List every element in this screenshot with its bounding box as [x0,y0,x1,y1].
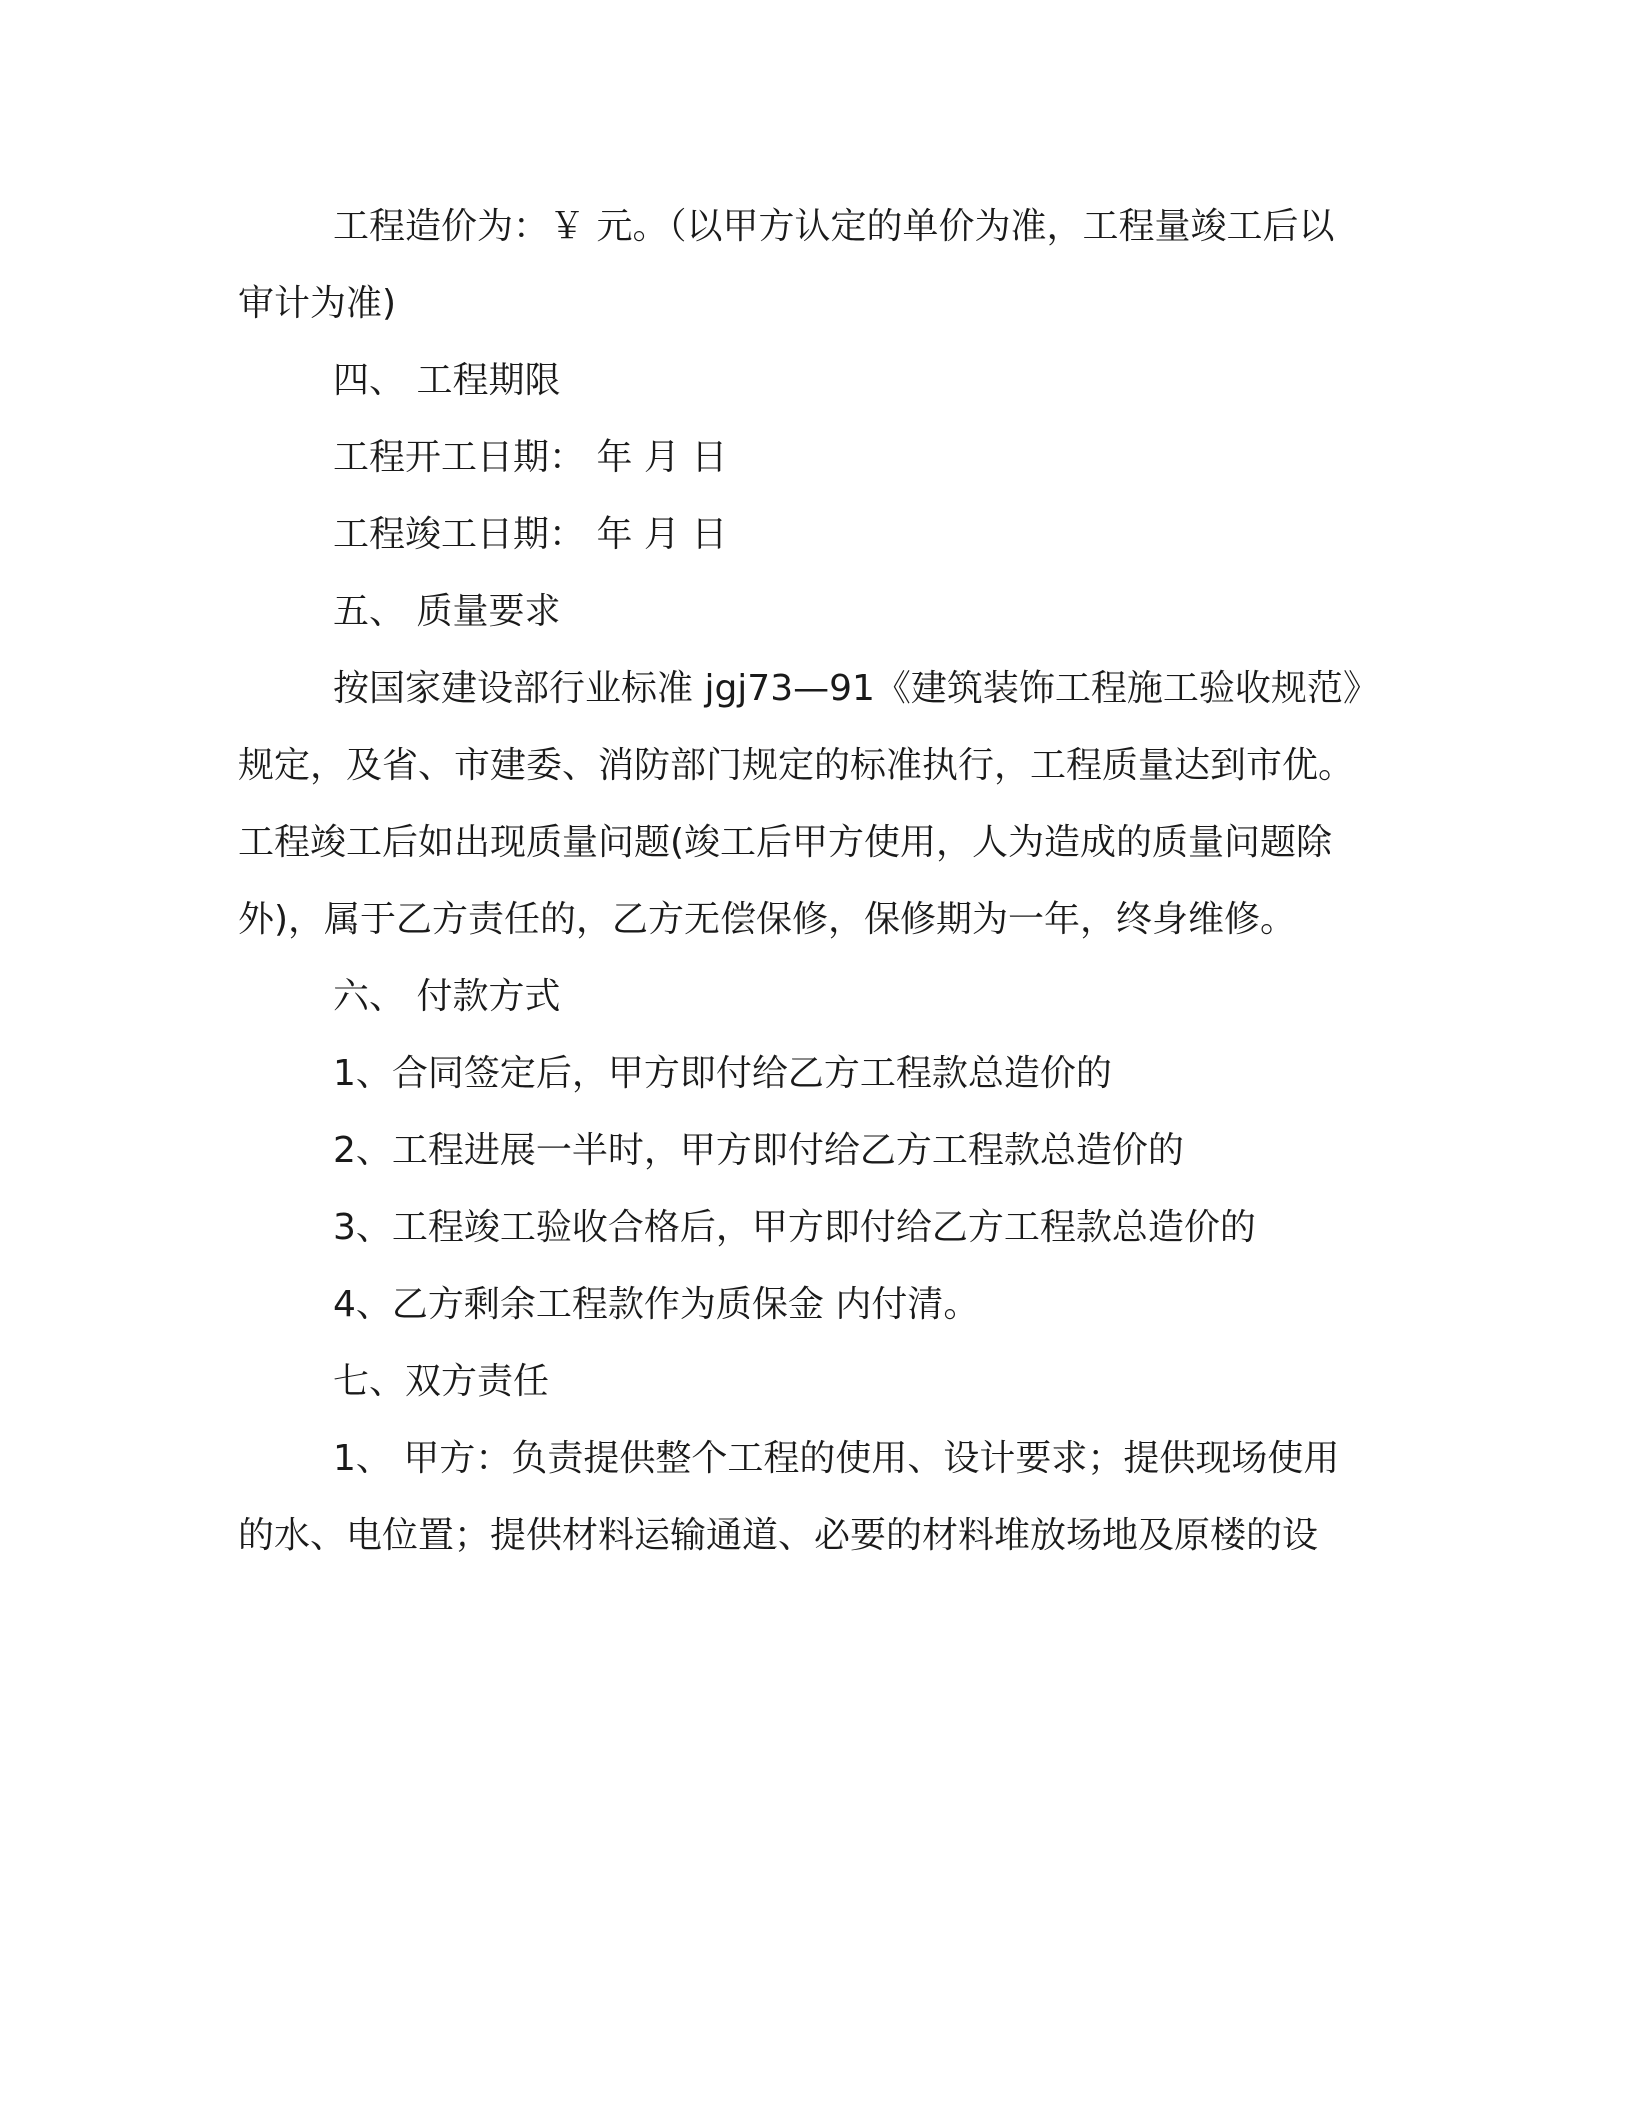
paragraph-quality-standard [238,650,1378,958]
text-line: 六、 付款方式 [333,976,561,1017]
heading-responsibilities [238,1343,1378,1420]
text-line: 1、合同签定后，甲方即付给乙方工程款总造价的 [333,1053,1112,1094]
text-line: 外)，属于乙方责任的，乙方无偿保修，保修期为一年，终身维修。 [238,899,1297,940]
text-line: 4、乙方剩余工程款作为质保金 内付清。 [333,1284,980,1325]
paragraph-start-date [238,419,1378,496]
text-line: 审计为准) [238,283,397,324]
text-line: 工程造价为：￥ 元。（以甲方认定的单价为准，工程量竣工后以 [333,206,1335,247]
text-line: 七、双方责任 [333,1361,550,1402]
paragraph-party-a-duties [238,1420,1378,1574]
text-line: 工程竣工后如出现质量问题(竣工后甲方使用，人为造成的质量问题除 [238,822,1333,863]
text-line: 的水、电位置；提供材料运输通道、必要的材料堆放场地及原楼的设 [238,1515,1319,1556]
paragraph-payment-4 [238,1266,1378,1343]
paragraph-payment-3 [238,1189,1378,1266]
paragraph-payment-2 [238,1112,1378,1189]
text-line: 2、工程进展一半时，甲方即付给乙方工程款总造价的 [333,1130,1184,1171]
text-line: 3、工程竣工验收合格后，甲方即付给乙方工程款总造价的 [333,1207,1256,1248]
text-line: 工程开工日期： 年 月 日 [333,437,728,478]
heading-project-period [238,342,1378,419]
text-line: 五、 质量要求 [333,591,561,632]
heading-quality-requirements [238,573,1378,650]
text-line: 四、 工程期限 [333,360,561,401]
document-body [238,188,1378,1574]
text-line: 规定，及省、市建委、消防部门规定的标准执行，工程质量达到市优。 [238,745,1355,786]
paragraph-project-cost [238,188,1378,342]
paragraph-payment-1 [238,1035,1378,1112]
text-line: 1、 甲方：负责提供整个工程的使用、设计要求；提供现场使用 [333,1438,1340,1479]
text-line: 工程竣工日期： 年 月 日 [333,514,728,555]
heading-payment-method [238,958,1378,1035]
paragraph-completion-date [238,496,1378,573]
text-line: 按国家建设部行业标准 jgj73—91《建筑装饰工程施工验收规范》 [333,668,1379,709]
